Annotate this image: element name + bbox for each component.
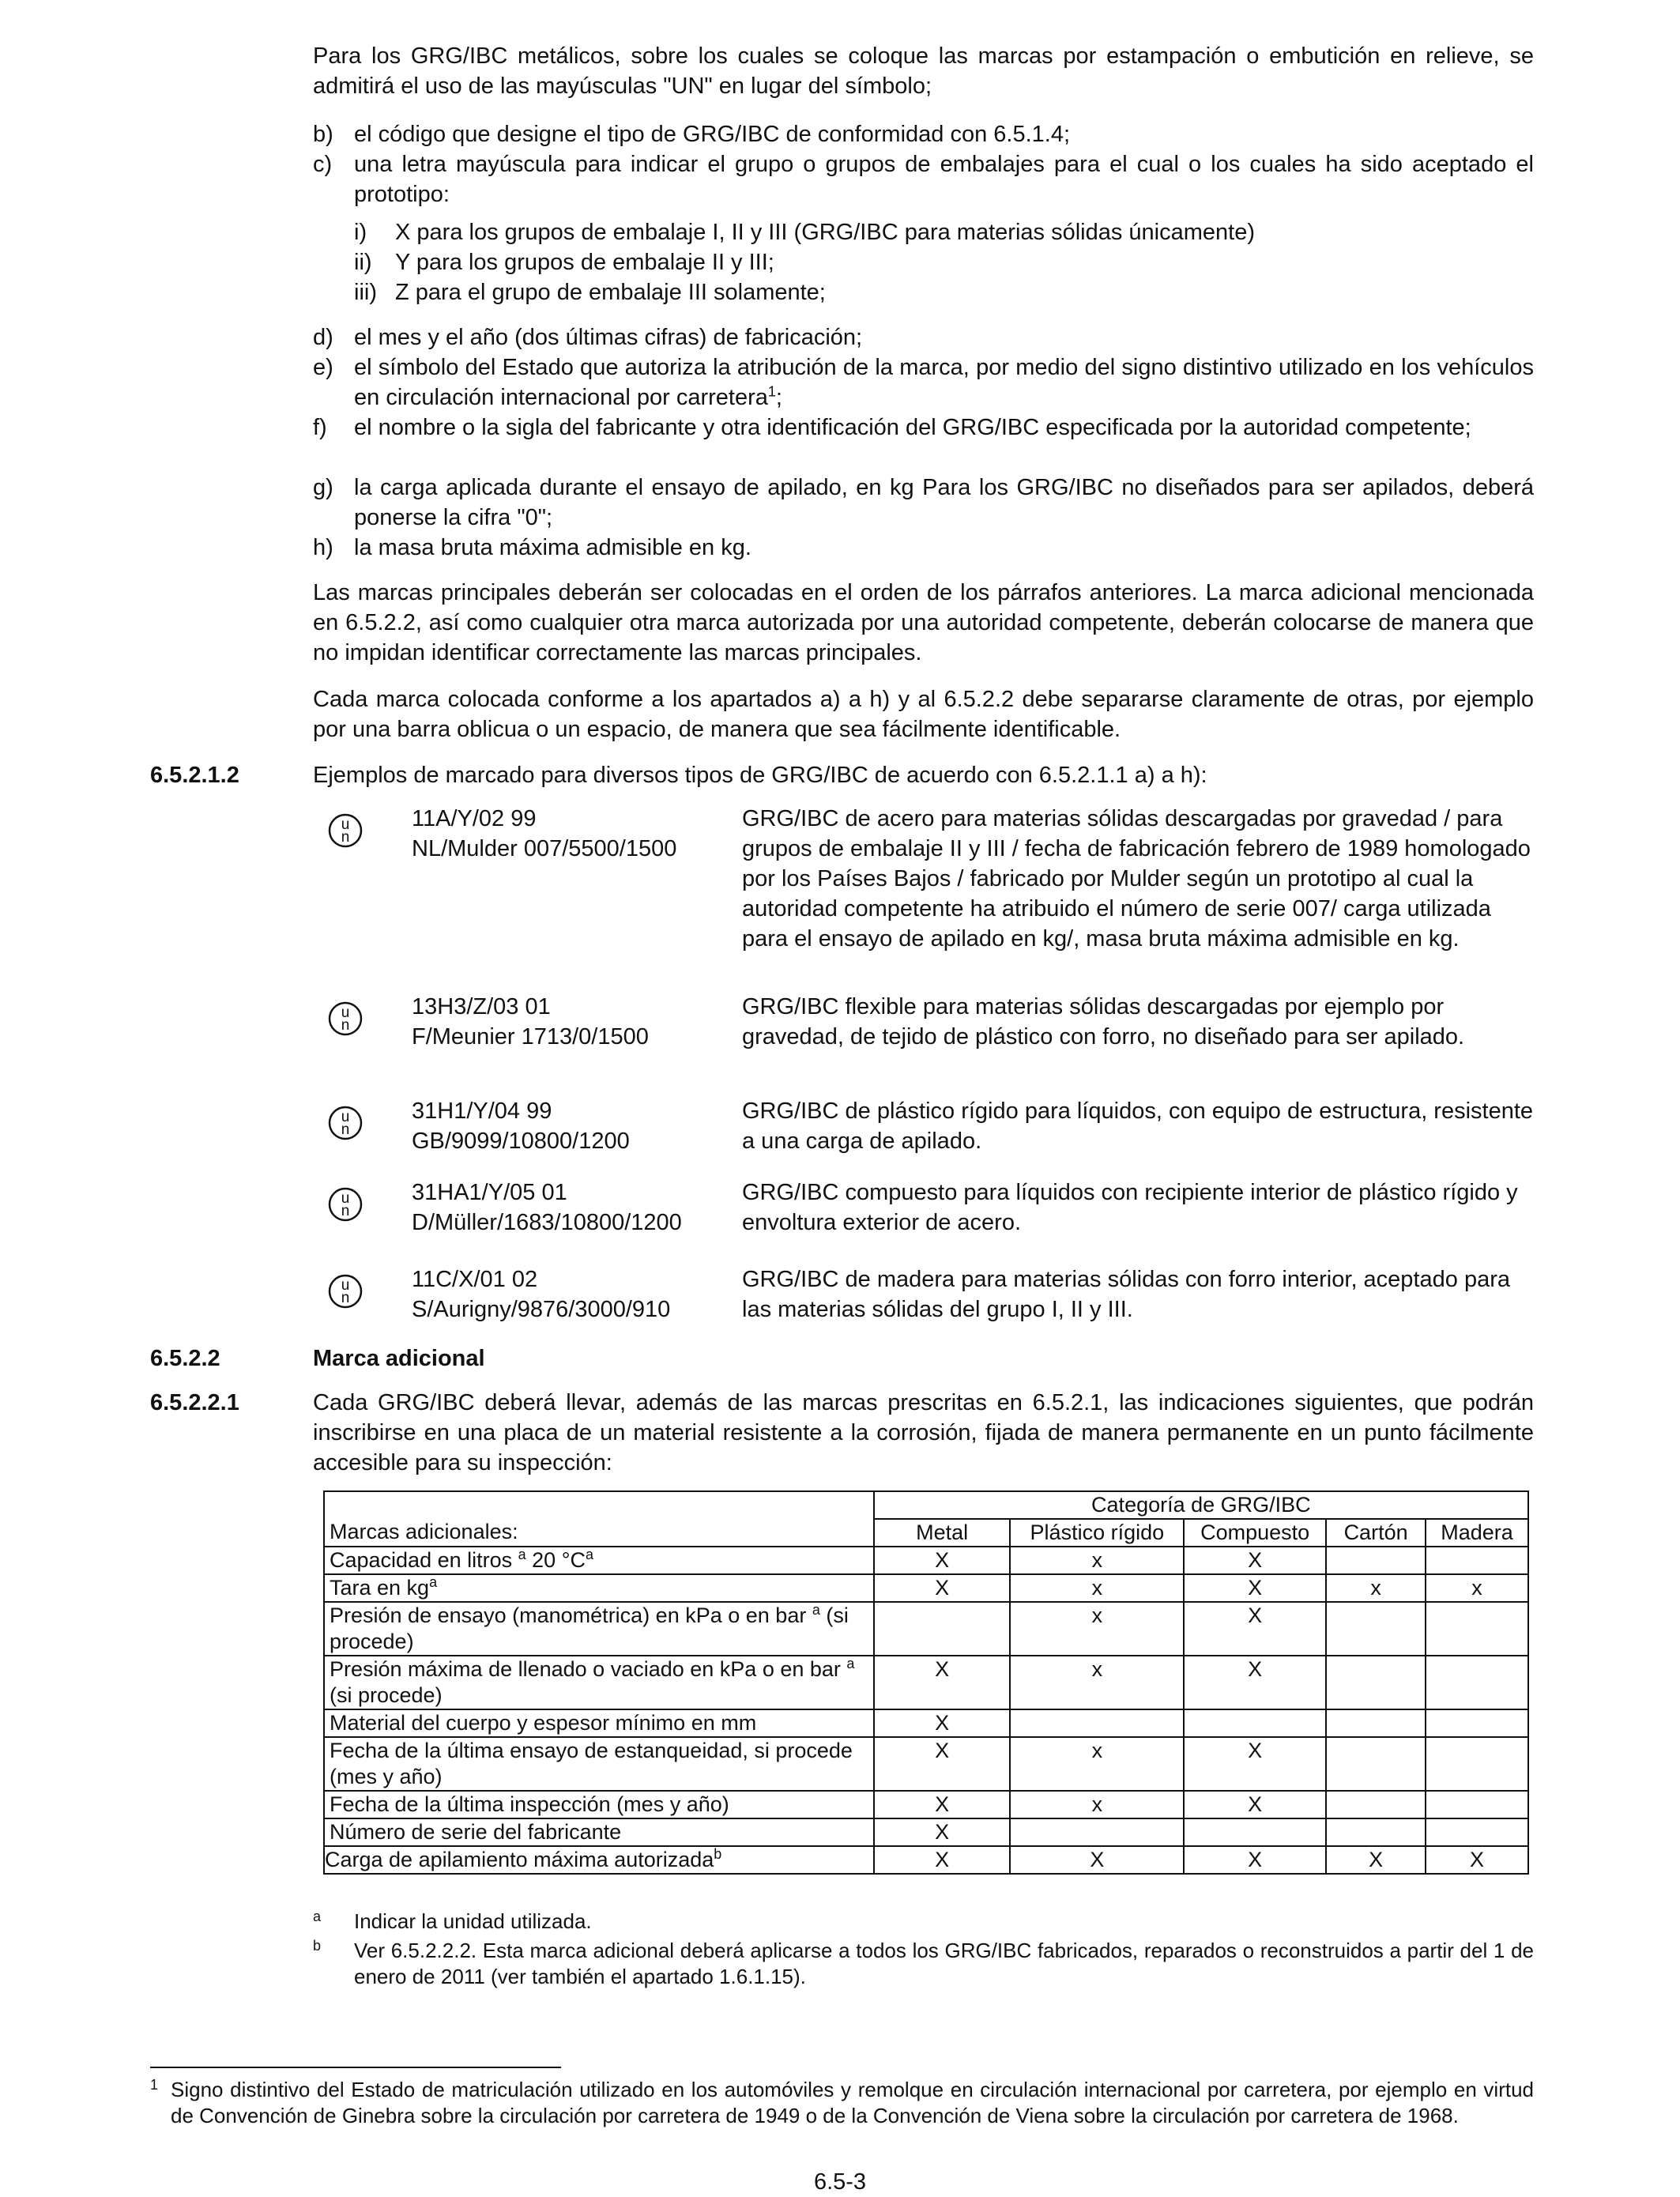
note-ref: a (812, 1602, 820, 1618)
un-symbol-icon (328, 1274, 363, 1309)
svg-text:u: u (341, 1277, 350, 1294)
un-symbol-icon (328, 1106, 363, 1140)
example-code-line: 11A/Y/02 99 (412, 806, 537, 831)
list-item-label: f) (313, 415, 327, 440)
note-ref: a (586, 1547, 594, 1562)
table-cell: x (1426, 1574, 1528, 1602)
table-cell (1326, 1656, 1426, 1709)
table-row (324, 1818, 1528, 1846)
table-cell: X (1184, 1791, 1326, 1818)
table-cell: X (874, 1547, 1011, 1574)
section-number: 6.5.2.1.2 (150, 763, 239, 788)
table-cell: X (874, 1574, 1011, 1602)
list-item-b (313, 119, 1534, 149)
table-cell: X (874, 1818, 1011, 1846)
sub-item-label: ii) (354, 250, 372, 275)
table-header-row (324, 1519, 1528, 1547)
table-note-b (313, 1938, 1534, 1990)
table-header-row (324, 1491, 1528, 1519)
footnote-separator (150, 2067, 561, 2068)
list-item-e (313, 352, 1534, 413)
list-item-text: la carga aplicada durante el ensayo de apilado, en kg Para los GRG/IBC no diseñados para ser apilados, deberá ponerse la cifra "0"; (354, 475, 1534, 530)
list-item-label: g) (313, 475, 333, 500)
svg-text:u: u (341, 1190, 350, 1207)
row-label (324, 1602, 874, 1656)
column-header: Plástico rígido (1010, 1519, 1184, 1547)
note-ref: a (429, 1574, 438, 1590)
sub-item-label: i) (354, 220, 367, 245)
column-header: Cartón (1326, 1519, 1426, 1547)
sub-item-i (354, 217, 1255, 247)
table-cell: X (874, 1791, 1011, 1818)
example-code-line: F/Meunier 1713/0/1500 (412, 1024, 649, 1050)
table-cell: x (1010, 1602, 1184, 1656)
list-item-text-end: ; (775, 385, 782, 410)
footnote-text: Signo distintivo del Estado de matriculación utilizado en los automóviles y remolque en circulación internacional por carretera, por ejemplo en virtud de Convención de Ginebra sobre la circulación por carretera de 1949 o de la Convención de Viena sobre la circulación por carretera de 1968. (171, 2078, 1534, 2127)
list-item-label: e) (313, 355, 333, 380)
row-label-text: 20 °C (525, 1548, 586, 1572)
example-code-line: 13H3/Z/03 01 (412, 994, 551, 1019)
example-code (412, 1264, 670, 1325)
table-note-text: Ver 6.5.2.2.2. Esta marca adicional deberá aplicarse a todos los GRG/IBC fabricados, reparados o reconstruidos a partir del 1 de enero de 2011 (ver también el apartado 1.6.1.15). (354, 1939, 1534, 1988)
table-cell (1426, 1602, 1528, 1656)
svg-text:n: n (341, 829, 350, 846)
example-code-line: NL/Mulder 007/5500/1500 (412, 836, 677, 861)
section-text: Cada GRG/IBC deberá llevar, además de las marcas prescritas en 6.5.2.1, las indicaciones siguientes, que podrán inscribirse en una placa de un material resistente a la corrosión, fijada de manera permanente en un punto fácilmente accesible para su inspección: (313, 1390, 1534, 1475)
svg-text:n: n (341, 1203, 350, 1219)
example-description: GRG/IBC compuesto para líquidos con recipiente interior de plástico rígido y envoltura exterior de acero. (742, 1180, 1518, 1235)
table-cell (1426, 1709, 1528, 1737)
table-cell: x (1010, 1547, 1184, 1574)
table-cell (1010, 1709, 1184, 1737)
table-cell (1326, 1737, 1426, 1791)
table-row (324, 1791, 1528, 1818)
list-item-d (313, 322, 1534, 352)
svg-text:n: n (341, 1121, 350, 1138)
section-number: 6.5.2.2.1 (150, 1390, 239, 1415)
example-code (412, 1178, 682, 1238)
table-cell (1184, 1709, 1326, 1737)
section-title: Marca adicional (313, 1346, 485, 1371)
table-row (324, 1602, 1528, 1656)
sub-item-text: Z para el grupo de embalaje III solamente; (395, 280, 826, 305)
table-cell: x (1010, 1791, 1184, 1818)
table-cell: X (1184, 1547, 1326, 1574)
additional-marks-table (323, 1490, 1529, 1875)
list-item-text: la masa bruta máxima admisible en kg. (354, 535, 751, 560)
table-cell: X (1184, 1656, 1326, 1709)
table-cell: X (1326, 1846, 1426, 1874)
column-header: Metal (874, 1519, 1011, 1547)
table-row (324, 1547, 1528, 1574)
category-header: Categoría de GRG/IBC (874, 1491, 1528, 1519)
table-cell: X (874, 1709, 1011, 1737)
note-ref: b (714, 1846, 722, 1862)
svg-text:n: n (341, 1290, 350, 1306)
example-code-line: 31HA1/Y/05 01 (412, 1180, 567, 1205)
note-ref: a (846, 1656, 855, 1671)
table-cell: x (1326, 1574, 1426, 1602)
list-item-label: h) (313, 535, 333, 560)
sub-item-ii (354, 247, 774, 277)
note-ref: a (518, 1547, 526, 1562)
table-cell (1010, 1818, 1184, 1846)
table-note-a (313, 1909, 1534, 1935)
row-label-text: Presión de ensayo (manométrica) en kPa o en bar (330, 1603, 812, 1627)
row-label-text: Número de serie del fabricante (330, 1820, 622, 1844)
svg-text:u: u (341, 1109, 350, 1125)
intro-paragraph: Para los GRG/IBC metálicos, sobre los cuales se coloque las marcas por estampación o embutición en relieve, se admitirá el uso de las mayúsculas "UN" en lugar del símbolo; (313, 43, 1534, 99)
list-item-g (313, 473, 1534, 533)
section-number: 6.5.2.2 (150, 1346, 220, 1371)
table-cell (1426, 1656, 1528, 1709)
table-cell (874, 1602, 1011, 1656)
row-label (324, 1547, 874, 1574)
example-description: GRG/IBC flexible para materias sólidas descargadas por ejemplo por gravedad, de tejido de plástico con forro, no diseñado para ser apilado. (742, 994, 1465, 1050)
list-item-text (354, 352, 1534, 413)
table-note-text: Indicar la unidad utilizada. (354, 1909, 592, 1933)
list-item-label: b) (313, 122, 333, 147)
table-cell: X (1010, 1846, 1184, 1874)
footnote-ref: 1 (767, 383, 776, 400)
svg-text:u: u (341, 816, 350, 833)
table-cell (1326, 1709, 1426, 1737)
table-note-label: b (313, 1938, 322, 1954)
list-item-f (313, 413, 1534, 443)
table-cell: X (1184, 1846, 1326, 1874)
row-label (324, 1846, 874, 1874)
row-label-text: Tara en kg (330, 1576, 430, 1600)
list-item-text: el nombre o la sigla del fabricante y otra identificación del GRG/IBC especificada por la autoridad competente; (354, 415, 1471, 440)
row-label-text: Carga de apilamiento máxima autorizada (325, 1848, 714, 1871)
table-cell (1326, 1547, 1426, 1574)
row-label-text: (si procede) (330, 1603, 849, 1653)
row-label (324, 1791, 874, 1818)
row-label-text: Fecha de la última inspección (mes y año) (330, 1792, 729, 1816)
row-label-text: Capacidad en litros (330, 1548, 518, 1572)
row-label (324, 1737, 874, 1791)
row-label (324, 1709, 874, 1737)
list-item-text: el código que designe el tipo de GRG/IBC de conformidad con 6.5.1.4; (354, 122, 1071, 147)
table-cell: X (1184, 1602, 1326, 1656)
example-code-line: GB/9099/10800/1200 (412, 1129, 630, 1154)
table-cell: X (1184, 1737, 1326, 1791)
table-cell (1184, 1818, 1326, 1846)
un-symbol-icon (328, 813, 363, 848)
table-cell (1326, 1791, 1426, 1818)
table-cell (1426, 1791, 1528, 1818)
sub-item-text: Y para los grupos de embalaje II y III; (395, 250, 774, 275)
example-code (412, 992, 649, 1052)
row-header: Marcas adicionales: (324, 1519, 874, 1547)
table-cell: x (1010, 1656, 1184, 1709)
example-code (412, 1096, 630, 1156)
footnote (150, 2077, 1534, 2129)
example-code (412, 804, 676, 864)
row-label-text: Fecha de la última ensayo de estanqueidad, si procede (mes y año) (330, 1739, 853, 1788)
list-item-label: c) (313, 152, 333, 177)
row-label-text: Material del cuerpo y espesor mínimo en mm (330, 1711, 757, 1735)
table-cell: X (1184, 1574, 1326, 1602)
table-cell: X (874, 1846, 1011, 1874)
svg-text:u: u (341, 1004, 350, 1021)
row-label (324, 1574, 874, 1602)
page-number: 6.5-3 (813, 2169, 867, 2195)
table-row (324, 1656, 1528, 1709)
paragraph-separate: Cada marca colocada conforme a los apartados a) a h) y al 6.5.2.2 debe separarse claramente de otras, por ejemplo por una barra oblicua o un espacio, de manera que sea fácilmente identificable. (313, 687, 1534, 742)
example-code-line: 11C/X/01 02 (412, 1267, 538, 1292)
list-item-h (313, 533, 1534, 563)
sub-item-text: X para los grupos de embalaje I, II y III (GRG/IBC para materias sólidas únicamente) (395, 220, 1255, 245)
table-cell: x (1010, 1574, 1184, 1602)
un-symbol-icon (328, 1187, 363, 1222)
table-cell (1426, 1737, 1528, 1791)
footnote-label: 1 (150, 2077, 159, 2093)
table-cell (1326, 1818, 1426, 1846)
example-code-line: S/Aurigny/9876/3000/910 (412, 1297, 671, 1322)
sub-item-label: iii) (354, 280, 377, 305)
list-item-label: d) (313, 325, 333, 350)
row-label-text: (si procede) (330, 1683, 443, 1707)
section-text: Ejemplos de marcado para diversos tipos de GRG/IBC de acuerdo con 6.5.2.1.1 a) a h): (313, 763, 1207, 788)
list-item-c (313, 149, 1534, 209)
table-note-label: a (313, 1909, 322, 1924)
list-item-text: el mes y el año (dos últimas cifras) de fabricación; (354, 325, 863, 350)
table-cell: X (1426, 1846, 1528, 1874)
column-header: Compuesto (1184, 1519, 1326, 1547)
row-label-text: Presión máxima de llenado o vaciado en kPa o en bar (330, 1657, 847, 1681)
example-description: GRG/IBC de plástico rígido para líquidos, con equipo de estructura, resistente a una carga de apilado. (742, 1098, 1534, 1154)
row-label (324, 1818, 874, 1846)
table-cell: X (874, 1737, 1011, 1791)
un-symbol-icon (328, 1001, 363, 1036)
example-description: GRG/IBC de madera para materias sólidas con forro interior, aceptado para las materias sólidas del grupo I, II y III. (742, 1267, 1510, 1322)
table-row (324, 1737, 1528, 1791)
table-header-cell (324, 1491, 874, 1519)
table-cell: X (874, 1656, 1011, 1709)
paragraph-order: Las marcas principales deberán ser colocadas en el orden de los párrafos anteriores. La marca adicional mencionada en 6.5.2.2, así como cualquier otra marca autorizada por una autoridad competente, deberán colocarse de manera que no impidan identificar correctamente las marcas principales. (313, 580, 1534, 665)
column-header: Madera (1426, 1519, 1528, 1547)
table-row (324, 1709, 1528, 1737)
list-item-text: una letra mayúscula para indicar el grupo o grupos de embalajes para el cual o los cuales ha sido aceptado el prototipo: (354, 152, 1534, 207)
row-label (324, 1656, 874, 1709)
example-code-line: 31H1/Y/04 99 (412, 1098, 552, 1124)
table-cell: x (1010, 1737, 1184, 1791)
table-cell (1426, 1818, 1528, 1846)
table-cell (1326, 1602, 1426, 1656)
svg-text:n: n (341, 1017, 350, 1034)
sub-item-iii (354, 277, 826, 307)
example-code-line: D/Müller/1683/10800/1200 (412, 1210, 682, 1235)
table-row (324, 1846, 1528, 1874)
table-cell (1426, 1547, 1528, 1574)
example-description: GRG/IBC de acero para materias sólidas descargadas por gravedad / para grupos de embalaje II y III / fecha de fabricación febrero de 1989 homologado por los Países Bajos / fabricado por Mulder según un prototipo al cual la autoridad competente ha atribuido el número de serie 007/ carga utilizada para el ensayo de apilado en kg/, masa bruta máxima admisible en kg. (742, 806, 1531, 952)
list-item-text-body: el símbolo del Estado que autoriza la atribución de la marca, por medio del signo distintivo utilizado en los vehículos en circulación internacional por carretera (354, 355, 1534, 410)
table-row (324, 1574, 1528, 1602)
